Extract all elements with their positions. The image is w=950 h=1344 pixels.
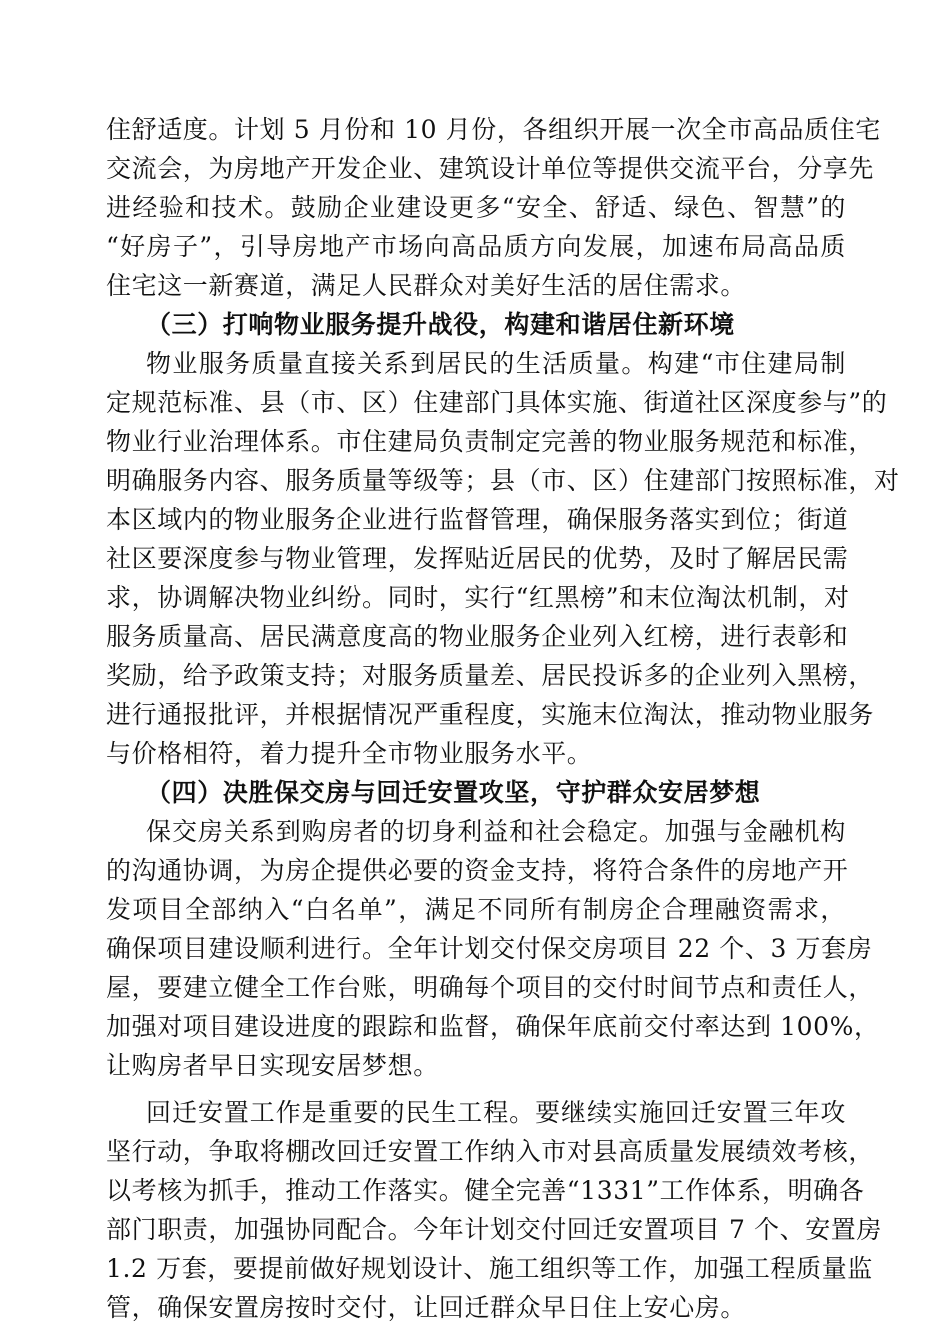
text-line: 加强对项目建设进度的跟踪和监督，确保年底前交付率达到 100%， [106, 1012, 880, 1041]
text-line: 明确服务内容、服务质量等级等；县（市、区）住建部门按照标准，对 [106, 466, 900, 495]
text-line: 与价格相符，着力提升全市物业服务水平。 [106, 739, 593, 768]
text-line: 管，确保安置房按时交付，让回迁群众早日住上安心房。 [106, 1293, 747, 1322]
text-line: 回迁安置工作是重要的民生工程。要继续实施回迁安置三年攻 [146, 1098, 846, 1127]
text-line: 住宅这一新赛道，满足人民群众对美好生活的居住需求。 [106, 271, 747, 300]
text-line: 的沟通协调，为房企提供必要的资金支持，将符合条件的房地产开 [106, 856, 849, 885]
text-line: 住舒适度。计划 5 月份和 10 月份，各组织开展一次全市高品质住宅 [106, 115, 881, 144]
text-line: 保交房关系到购房者的切身利益和社会稳定。加强与金融机构 [146, 817, 846, 846]
paragraph-4 [106, 1093, 883, 1327]
document-page [106, 110, 900, 1327]
text-line: 求，协调解决物业纠纷。同时，实行“红黑榜”和末位淘汰机制，对 [106, 583, 850, 612]
paragraph-2 [106, 344, 900, 773]
text-line: 屋，要建立健全工作台账，明确每个项目的交付时间节点和责任人， [106, 973, 875, 1002]
section-heading-4: （四）决胜保交房与回迁安置攻坚，守护群众安居梦想 [146, 778, 761, 807]
text-line: 1.2 万套，要提前做好规划设计、施工组织等工作，加强工程质量监 [106, 1254, 873, 1283]
paragraph-3 [106, 812, 880, 1085]
text-line: 本区域内的物业服务企业进行监督管理，确保服务落实到位；街道 [106, 505, 849, 534]
section-heading-3: （三）打响物业服务提升战役，构建和谐居住新环境 [146, 310, 735, 339]
text-line: 发项目全部纳入“白名单”，满足不同所有制房企合理融资需求， [106, 895, 846, 924]
text-line: 服务质量高、居民满意度高的物业服务企业列入红榜，进行表彰和 [106, 622, 849, 651]
text-line: 以考核为抓手，推动工作落实。健全完善“1331”工作体系，明确各 [106, 1176, 865, 1205]
text-line: 奖励，给予政策支持；对服务质量差、居民投诉多的企业列入黑榜， [106, 661, 875, 690]
text-line: 进经验和技术。鼓励企业建设更多“安全、舒适、绿色、智慧”的 [106, 193, 846, 222]
text-line: 社区要深度参与物业管理，发挥贴近居民的优势，及时了解居民需 [106, 544, 849, 573]
text-line: 交流会，为房地产开发企业、建筑设计单位等提供交流平台，分享先 [106, 154, 875, 183]
paragraph-1 [106, 110, 881, 305]
text-line: 物业服务质量直接关系到居民的生活质量。构建“市住建局制 [146, 349, 846, 378]
text-line: 部门职责，加强协同配合。今年计划交付回迁安置项目 7 个、安置房 [106, 1215, 883, 1244]
text-line: “好房子”，引导房地产市场向高品质方向发展，加速布局高品质 [106, 232, 846, 261]
text-line: 进行通报批评，并根据情况严重程度，实施末位淘汰，推动物业服务 [106, 700, 875, 729]
text-line: 确保项目建设顺利进行。全年计划交付保交房项目 22 个、3 万套房 [106, 934, 873, 963]
text-line: 定规范标准、县（市、区）住建部门具体实施、街道社区深度参与”的 [106, 388, 888, 417]
text-line: 物业行业治理体系。市住建局负责制定完善的物业服务规范和标准， [106, 427, 875, 456]
text-line: 让购房者早日实现安居梦想。 [106, 1051, 439, 1080]
text-line: 坚行动，争取将棚改回迁安置工作纳入市对县高质量发展绩效考核， [106, 1137, 875, 1166]
paragraph-spacer [106, 1085, 846, 1093]
